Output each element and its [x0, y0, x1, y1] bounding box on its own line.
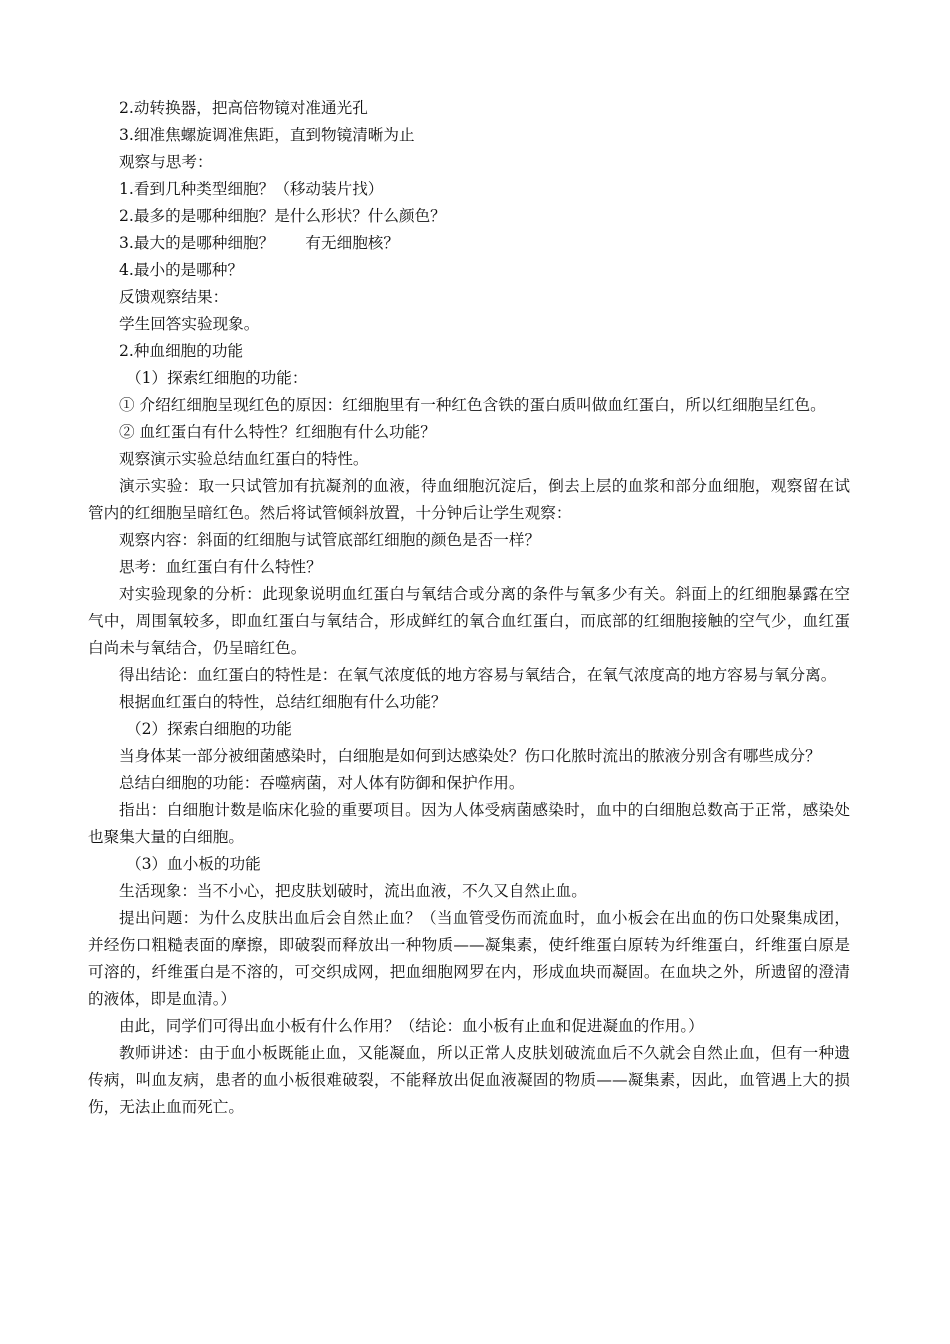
paragraph: 指出：白细胞计数是临床化验的重要项目。因为人体受病菌感染时，血中的白细胞总数高于正常，感染处也聚集大量的白细胞。: [88, 801, 850, 846]
paragraph: 观察内容：斜面的红细胞与试管底部红细胞的颜色是否一样？: [119, 531, 541, 549]
paragraph: 演示实验：取一只试管加有抗凝剂的血液，待血细胞沉淀后，倒去上层的血浆和部分血细胞，观察留在试管内的红细胞呈暗红色。然后将试管倾斜放置，十分钟后让学生观察：: [88, 477, 850, 522]
paragraph: 2.动转换器，把高倍物镜对准通光孔: [119, 99, 368, 117]
question-item: 3.最大的是哪种细胞？ 有无细胞核？: [119, 234, 399, 252]
paragraph: 生活现象：当不小心，把皮肤划破时，流出血液，不久又自然止血。: [119, 882, 587, 900]
subsection-heading: （1）探索红细胞的功能：: [126, 369, 308, 387]
section-heading: 反馈观察结果：: [119, 288, 229, 306]
paragraph: 教师讲述：由于血小板既能止血，又能凝血，所以正常人皮肤划破流血后不久就会自然止血，但有一种遗传病，叫血友病，患者的血小板很难破裂，不能释放出促血液凝固的物质——凝集素，因此，血管遇上大的损伤，无法止血而死亡。: [88, 1044, 850, 1116]
paragraph: 3.细准焦螺旋调准焦距，直到物镜清晰为止: [119, 126, 415, 144]
section-heading: 2.种血细胞的功能: [119, 342, 244, 360]
paragraph: ① 介绍红细胞呈现红色的原因：红细胞里有一种红色含铁的蛋白质叫做血红蛋白，所以红细胞呈红色。: [119, 396, 826, 414]
paragraph: 由此，同学们可得出血小板有什么作用？（结论：血小板有止血和促进凝血的作用。）: [119, 1017, 704, 1035]
subsection-heading: （3）血小板的功能: [126, 855, 261, 873]
section-heading: 观察与思考：: [119, 153, 213, 171]
subsection-heading: （2）探索白细胞的功能: [126, 720, 292, 738]
paragraph: 当身体某一部分被细菌感染时，白细胞是如何到达感染处？伤口化脓时流出的脓液分别含有哪些成分？: [119, 747, 821, 765]
question-item: 2.最多的是哪种细胞？是什么形状？什么颜色？: [119, 207, 446, 225]
question-item: 1.看到几种类型细胞？（移动装片找）: [119, 180, 384, 198]
paragraph: 观察演示实验总结血红蛋白的特性。: [119, 450, 369, 468]
paragraph: 提出问题：为什么皮肤出血后会自然止血？（当血管受伤而流血时，血小板会在出血的伤口处聚集成团，并经伤口粗糙表面的摩擦，即破裂而释放出一种物质——凝集素，使纤维蛋白原转为纤维蛋白，纤维蛋白原是可溶的，纤维蛋白是不溶的，可交织成网，把血细胞网罗在内，形成血块而凝固。在血块之外，所遗留的澄清的液体，即是血清。）: [88, 909, 850, 1008]
question-item: 4.最小的是哪种？: [119, 261, 244, 279]
paragraph: 学生回答实验现象。: [119, 315, 260, 333]
paragraph: 对实验现象的分析：此现象说明血红蛋白与氧结合或分离的条件与氧多少有关。斜面上的红细胞暴露在空气中，周围氧较多，即血红蛋白与氧结合，形成鲜红的氧合血红蛋白，而底部的红细胞接触的空气少，血红蛋白尚未与氧结合，仍呈暗红色。: [88, 585, 850, 657]
paragraph: 得出结论：血红蛋白的特性是：在氧气浓度低的地方容易与氧结合，在氧气浓度高的地方容易与氧分离。: [119, 666, 837, 684]
paragraph: 根据血红蛋白的特性，总结红细胞有什么功能？: [119, 693, 447, 711]
document-page: [88, 95, 850, 1121]
paragraph: 总结白细胞的功能：吞噬病菌，对人体有防御和保护作用。: [119, 774, 525, 792]
paragraph: 思考：血红蛋白有什么特性？: [119, 558, 322, 576]
paragraph: ② 血红蛋白有什么特性？红细胞有什么功能？: [119, 423, 436, 441]
